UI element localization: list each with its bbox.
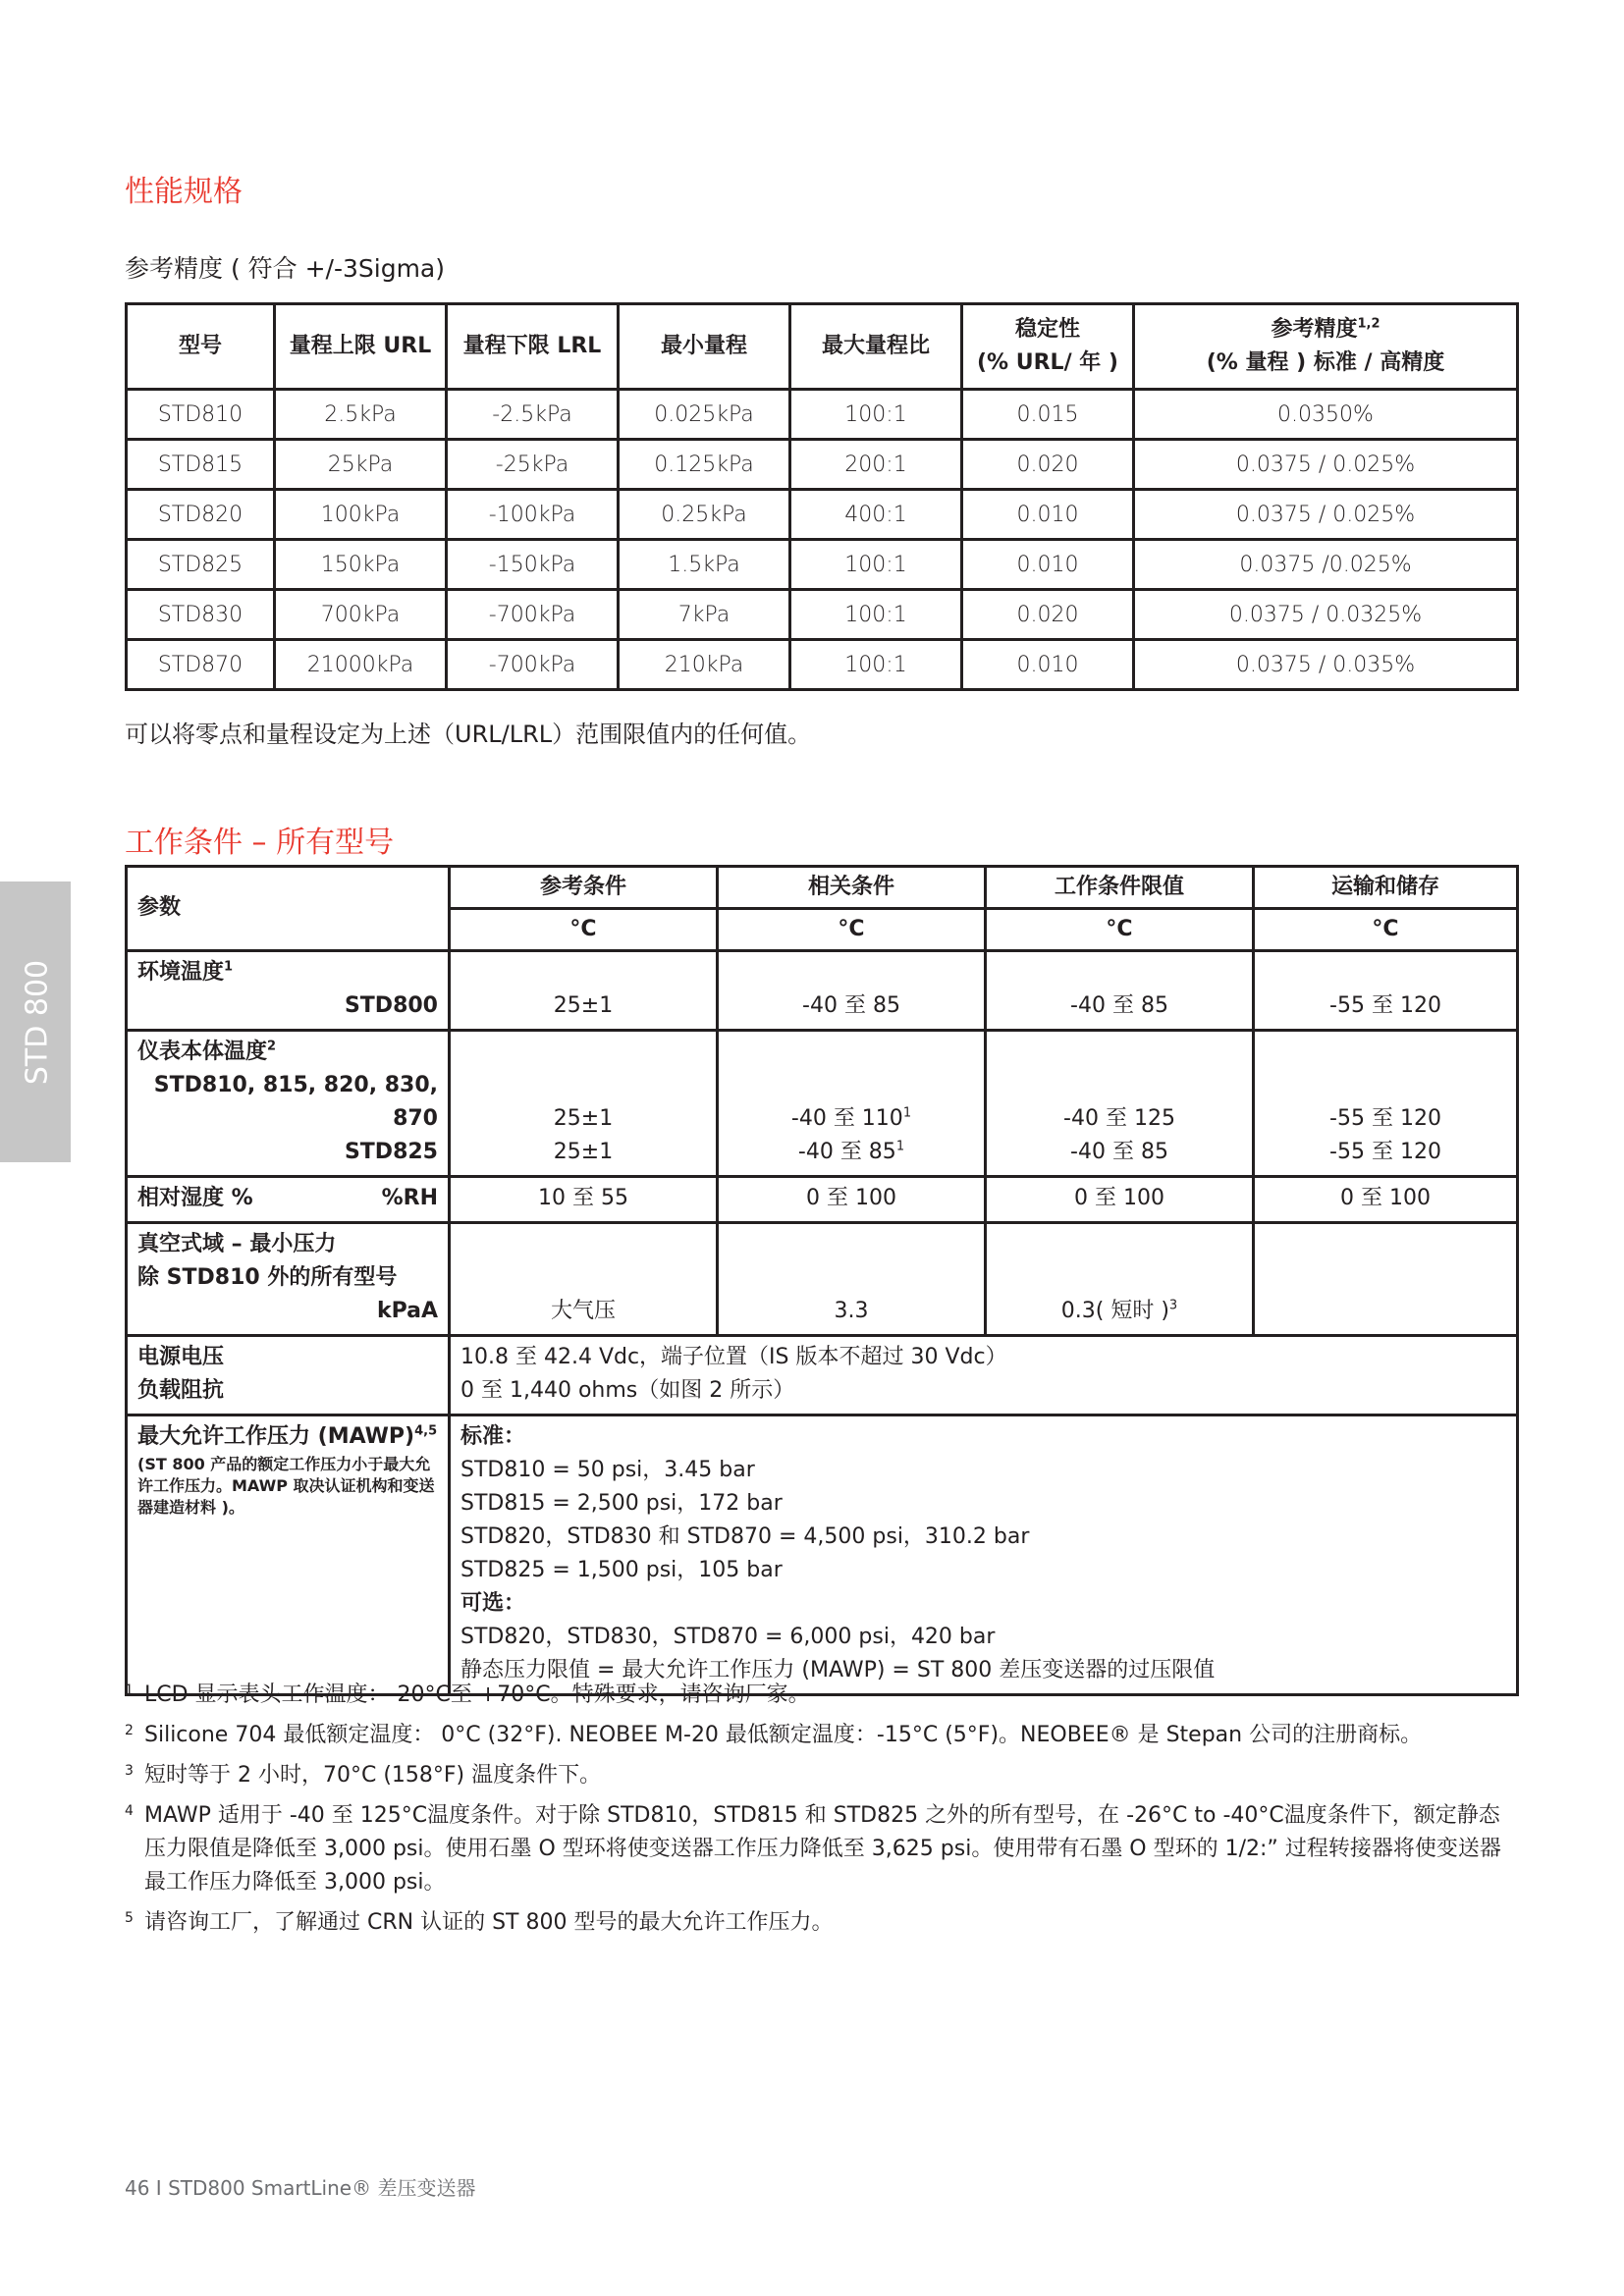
table-cell: 0.025kPa (619, 390, 790, 440)
table-cell: 25kPa (275, 440, 447, 490)
model-label: STD800 (344, 993, 438, 1018)
footnote (125, 1679, 1519, 1712)
table-cell: 210kPa (619, 640, 790, 690)
footnote-number: 1 (125, 1682, 134, 1698)
footnote-number: 4 (125, 1803, 134, 1819)
table-cell: 0.020 (962, 590, 1134, 640)
table-cell (718, 1031, 986, 1177)
unit-label: %RH (381, 1186, 438, 1210)
header-line: 参考精度 (1271, 317, 1358, 342)
col-header (1134, 304, 1518, 390)
col-header: 型号 (127, 304, 275, 390)
footnote-ref: 1 (902, 1105, 912, 1121)
cell-line: STD825 = 1,500 psi，105 bar (460, 1558, 783, 1582)
table-cell: -150kPa (447, 540, 619, 590)
header-line: 稳定性 (1014, 317, 1080, 342)
row-label (127, 1415, 450, 1695)
table-cell: 100:1 (790, 540, 962, 590)
table-subtitle: 参考精度 ( 符合 +/-3Sigma) (125, 254, 446, 283)
cell-line: STD815 = 2,500 psi，172 bar (460, 1491, 783, 1516)
footnote-ref: 1 (224, 959, 234, 975)
section-title: 性能规格 (125, 175, 243, 209)
cell-line: STD820，STD830，STD870 = 6,000 psi，420 bar (460, 1625, 996, 1649)
table-cell (450, 1415, 1518, 1695)
col-header: 工作条件限值 (986, 867, 1254, 909)
row-label (127, 1031, 450, 1177)
mawp-standard-heading: 标准： (460, 1424, 526, 1449)
row-label (127, 1336, 450, 1415)
model-label: STD810, 815, 820, 830, 870 (153, 1073, 438, 1131)
table-row (127, 440, 1518, 490)
table-cell: STD820 (127, 490, 275, 540)
table-cell (1254, 1031, 1518, 1177)
label-text: 仪表本体温度 (137, 1040, 268, 1064)
table-cell: -700kPa (447, 590, 619, 640)
footnote (125, 1719, 1519, 1752)
col-header: 量程上限 URL (275, 304, 447, 390)
model-label: STD825 (344, 1140, 438, 1164)
table-cell: STD815 (127, 440, 275, 490)
table-cell: 1.5kPa (619, 540, 790, 590)
table-cell (450, 1031, 718, 1177)
table-cell (986, 1031, 1254, 1177)
table-cell: 3.3 (718, 1223, 986, 1336)
footnote-ref: 4,5 (414, 1423, 438, 1439)
table-row-body-temp (127, 1031, 1518, 1177)
table-row (127, 490, 1518, 540)
col-header: 运输和储存 (1254, 867, 1518, 909)
footnote-text: LCD 显示表头工作温度：-20°C至 +70°C。特殊要求，请咨询厂家。 (144, 1682, 810, 1707)
footnote-ref: 3 (1168, 1298, 1178, 1313)
table-cell: 150kPa (275, 540, 447, 590)
table-cell: STD825 (127, 540, 275, 590)
row-label (127, 1223, 450, 1336)
cell-line: 10.8 至 42.4 Vdc，端子位置（IS 版本不超过 30 Vdc） (460, 1345, 1007, 1369)
footnote (125, 1906, 1519, 1940)
table-row (127, 390, 1518, 440)
table-cell: 0.25kPa (619, 490, 790, 540)
footnote-text: 请咨询工厂，了解通过 CRN 认证的 ST 800 型号的最大允许工作压力。 (144, 1910, 834, 1935)
table-header-row (127, 867, 1518, 909)
table-cell: 0.010 (962, 640, 1134, 690)
footnote (125, 1759, 1519, 1792)
footnote-number: 5 (125, 1910, 134, 1926)
cell-line: -40 至 85 (797, 1140, 896, 1164)
table-cell: 0 至 100 (718, 1177, 986, 1223)
table-cell: 0 至 100 (1254, 1177, 1518, 1223)
header-line: (% 量程 ) 标准 / 高精度 (1206, 350, 1445, 375)
table-row-vacuum (127, 1223, 1518, 1336)
footnote-ref: 1,2 (1357, 316, 1380, 332)
table-cell: 0.015 (962, 390, 1134, 440)
table-cell: 7kPa (619, 590, 790, 640)
table-cell (986, 1223, 1254, 1336)
footnote-number: 2 (125, 1723, 134, 1738)
table-cell: 0.020 (962, 440, 1134, 490)
col-header (962, 304, 1134, 390)
table-cell: 0.0375 / 0.025% (1134, 490, 1518, 540)
param-header: 参数 (127, 867, 450, 951)
table-cell: 100kPa (275, 490, 447, 540)
footnote (125, 1799, 1519, 1899)
cell-line: STD820，STD830 和 STD870 = 4,500 psi，310.2 bar (460, 1524, 1030, 1549)
table-cell: 2.5kPa (275, 390, 447, 440)
table-row-mawp (127, 1415, 1518, 1695)
page-footer: 46 I STD800 SmartLine® 差压变送器 (125, 2176, 476, 2200)
table-cell: 0.010 (962, 490, 1134, 540)
label-text: 真空式域 – 最小压力 (137, 1232, 337, 1256)
table-cell: 0.0375 / 0.035% (1134, 640, 1518, 690)
unit-cell: °C (450, 909, 718, 951)
table-row-humidity (127, 1177, 1518, 1223)
cell-line: 0.3( 短时 ) (1060, 1299, 1169, 1323)
table-cell: 400:1 (790, 490, 962, 540)
label-text: 电源电压 (137, 1345, 225, 1369)
table-row (127, 540, 1518, 590)
cell-line: -55 至 120 (1329, 1140, 1441, 1164)
table-row-power (127, 1336, 1518, 1415)
row-label (127, 951, 450, 1031)
label-text: 环境温度 (137, 960, 225, 985)
footnote-text: MAWP 适用于 -40 至 125°C温度条件。对于除 STD810，STD815 和 STD825 之外的所有型号，在 -26°C to -40°C温度条件下，额定静态压力限值是降低至 3,000 psi。使用石墨 O 型环将使变送器工作压力降低至 3,625 psi。使用带有石墨 O 型环的 1/2:” 过程转接器将使变送器最工作压力降低至 3,000 psi。 (144, 1803, 1501, 1895)
table-cell: STD830 (127, 590, 275, 640)
operating-conditions-table (125, 865, 1519, 1696)
side-tab-label: STD 800 (20, 959, 55, 1086)
table-row (127, 590, 1518, 640)
table-cell: 21000kPa (275, 640, 447, 690)
mawp-note: (ST 800 产品的额定工作压力小于最大允许工作压力。MAWP 取决认证机构和变送器建造材料 )。 (137, 1455, 435, 1517)
table-cell (1254, 1223, 1518, 1336)
table-header-row (127, 304, 1518, 390)
footnote-text: 短时等于 2 小时，70°C (158°F) 温度条件下。 (144, 1763, 602, 1788)
col-header: 最大量程比 (790, 304, 962, 390)
table-cell (450, 1336, 1518, 1415)
col-header: 最小量程 (619, 304, 790, 390)
table-cell: -700kPa (447, 640, 619, 690)
table-cell: 大气压 (450, 1223, 718, 1336)
col-header: 参考条件 (450, 867, 718, 909)
label-text: 负载阻抗 (137, 1378, 225, 1403)
table-cell: -40 至 85 (986, 951, 1254, 1031)
cell-line: -40 至 85 (1070, 1140, 1168, 1164)
cell-line: 25±1 (553, 1106, 614, 1131)
cell-line: 静态压力限值 = 最大允许工作压力 (MAWP) = ST 800 差压变送器的过压限值 (460, 1658, 1216, 1682)
cell-line: -40 至 110 (790, 1106, 903, 1131)
cell-line: STD810 = 50 psi，3.45 bar (460, 1458, 755, 1482)
unit-cell: °C (718, 909, 986, 951)
label-text: 最大允许工作压力 (MAWP) (137, 1424, 415, 1449)
table-cell: STD810 (127, 390, 275, 440)
table-cell: 0.125kPa (619, 440, 790, 490)
table-cell: -2.5kPa (447, 390, 619, 440)
label-text: 除 STD810 外的所有型号 (137, 1265, 398, 1290)
unit-cell: °C (986, 909, 1254, 951)
table-cell: 100:1 (790, 390, 962, 440)
table-cell: 10 至 55 (450, 1177, 718, 1223)
unit-label: kPaA (376, 1299, 438, 1323)
table-row-ambient-temp (127, 951, 1518, 1031)
mawp-optional-heading: 可选： (460, 1591, 526, 1616)
table-cell: -55 至 120 (1254, 951, 1518, 1031)
table-cell: -40 至 85 (718, 951, 986, 1031)
accuracy-table (125, 302, 1519, 691)
table-row (127, 640, 1518, 690)
table-cell: 0.010 (962, 540, 1134, 590)
unit-cell: °C (1254, 909, 1518, 951)
table-cell: -25kPa (447, 440, 619, 490)
table-cell: 0.0375 /0.025% (1134, 540, 1518, 590)
table-cell: 100:1 (790, 640, 962, 690)
table-cell: 0 至 100 (986, 1177, 1254, 1223)
col-header: 量程下限 LRL (447, 304, 619, 390)
table-cell: 200:1 (790, 440, 962, 490)
table-cell: 100:1 (790, 590, 962, 640)
header-line: (% URL/ 年 ) (977, 350, 1118, 375)
table-cell: -100kPa (447, 490, 619, 540)
row-label (127, 1177, 450, 1223)
table-cell: 700kPa (275, 590, 447, 640)
table-cell: 0.0375 / 0.0325% (1134, 590, 1518, 640)
footnote-number: 3 (125, 1763, 134, 1779)
cell-line: 0 至 1,440 ohms（如图 2 所示） (460, 1378, 795, 1403)
section-title: 工作条件 – 所有型号 (125, 826, 395, 860)
side-tab (0, 881, 71, 1162)
label-text: 相对湿度 % (137, 1186, 253, 1210)
table-cell: 0.0375 / 0.025% (1134, 440, 1518, 490)
cell-line: -40 至 125 (1063, 1106, 1175, 1131)
footnote-ref: 1 (895, 1139, 905, 1154)
table-cell: 0.0350% (1134, 390, 1518, 440)
table-cell: 25±1 (450, 951, 718, 1031)
footnote-ref: 2 (267, 1039, 277, 1054)
col-header: 相关条件 (718, 867, 986, 909)
table-note: 可以将零点和量程设定为上述（URL/LRL）范围限值内的任何值。 (125, 721, 812, 748)
table-cell: STD870 (127, 640, 275, 690)
footnote-text: Silicone 704 最低额定温度： 0°C (32°F). NEOBEE M-20 最低额定温度：-15°C (5°F)。NEOBEE® 是 Stepan 公司的注册商标。 (144, 1723, 1423, 1747)
cell-line: -55 至 120 (1329, 1106, 1441, 1131)
cell-line: 25±1 (553, 1140, 614, 1164)
